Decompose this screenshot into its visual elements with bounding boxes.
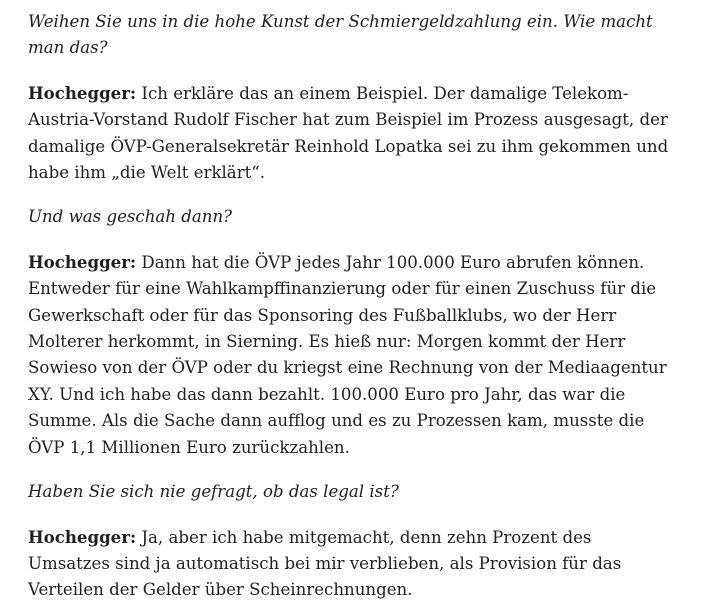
answer-paragraph [28, 249, 678, 461]
speaker-label: Hochegger: [28, 251, 137, 272]
answer-paragraph [28, 80, 678, 187]
answer-text: Ich erkläre das an einem Beispiel. Der damalige Telekom-Austria-Vorstand Rudolf Fischer hat zum Beispiel im Prozess ausgesagt, der damalige ÖVP-Generalsekretär Reinhold Lopatka sei zu ihm gekommen und habe ihm „die Welt erklärt“. [28, 83, 669, 183]
question-paragraph [28, 9, 678, 62]
question-text: Haben Sie sich nie gefragt, ob das legal ist? [28, 482, 399, 502]
speaker-label: Hochegger: [28, 82, 137, 103]
question-text: Weihen Sie uns in die hohe Kunst der Schmiergeldzahlung ein. Wie macht man das? [28, 12, 653, 58]
question-paragraph [28, 204, 678, 230]
answer-text: Ja, aber ich habe mitgemacht, denn zehn Prozent des Umsatzes sind ja automatisch bei mir verblieben, als Provision für das Verteilen der Gelder über Scheinrechnungen. [28, 527, 622, 600]
answer-paragraph [28, 524, 678, 602]
question-paragraph [28, 479, 678, 505]
question-text: Und was geschah dann? [28, 207, 233, 227]
speaker-label: Hochegger: [28, 526, 137, 547]
answer-text: Dann hat die ÖVP jedes Jahr 100.000 Euro abrufen können. Entweder für eine Wahlkampffinanzierung oder für einen Zuschuss für die Gewerkschaft oder für das Sponsoring des Fußballklubs, wo der Herr Molterer herkommt, in Sierning. Es hieß nur: Morgen kommt der Herr Sowieso von der ÖVP oder du kriegst eine Rechnung von der Mediaagentur XY. Und ich habe das dann bezahlt. 100.000 Euro pro Jahr, das war die Summe. Als die Sache dann aufflog und es zu Prozessen kam, musste die ÖVP 1,1 Millionen Euro zurückzahlen. [28, 252, 667, 457]
